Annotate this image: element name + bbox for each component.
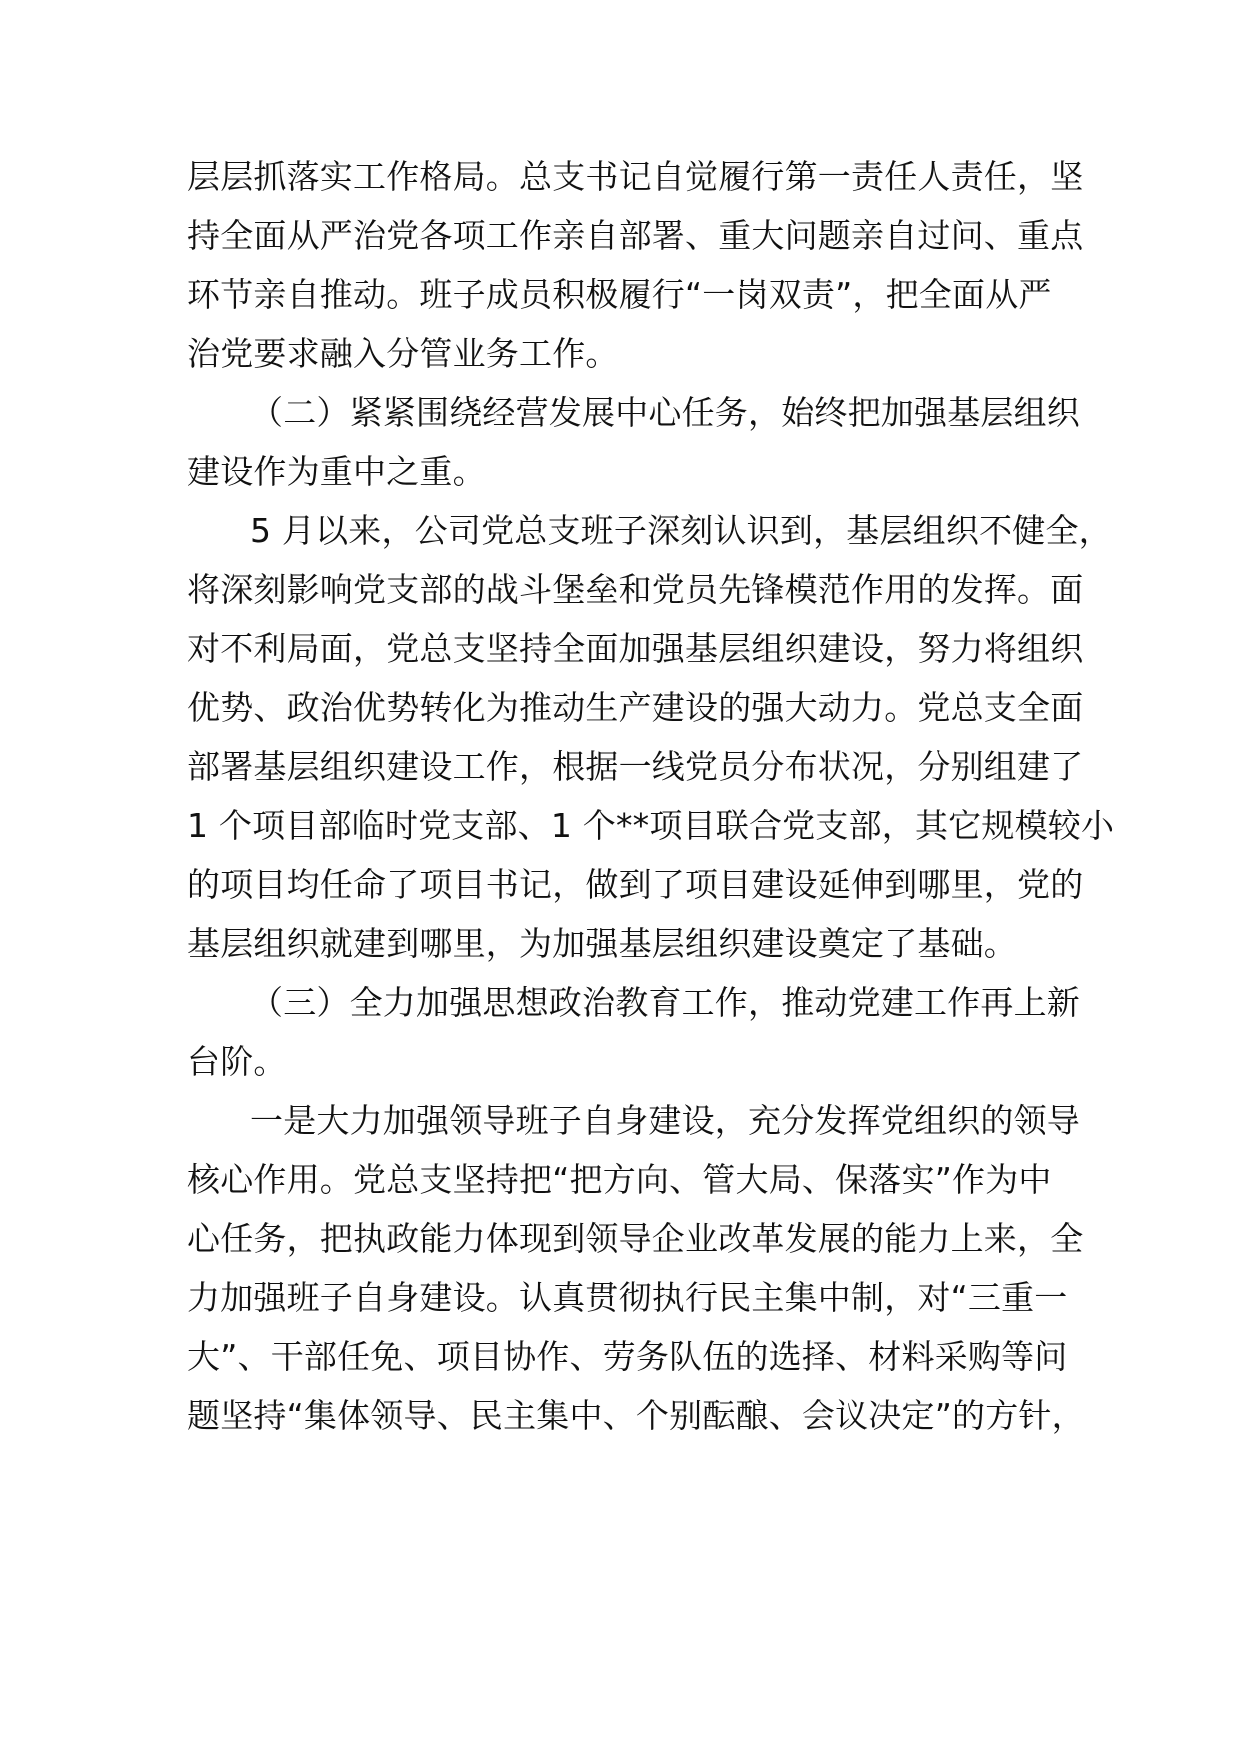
text-line: 1 个项目部临时党支部、1 个**项目联合党支部，其它规模较小 [187,806,1115,845]
paragraph-start: 5 月以来，公司党总支班子深刻认识到，基层组织不健全， [250,511,1112,550]
text-line: 环节亲自推动。班子成员积极履行“一岗双责”，把全面从严 [187,275,1052,314]
section-heading: （三）全力加强思想政治教育工作，推动党建工作再上新 [250,983,1080,1022]
text-line: 题坚持“集体领导、民主集中、个别酝酿、会议决定”的方针， [187,1396,1085,1435]
text-line: 基层组织就建到哪里，为加强基层组织建设奠定了基础。 [187,924,1017,963]
text-line: 优势、政治优势转化为推动生产建设的强大动力。党总支全面 [187,688,1084,727]
section-heading-continued: 建设作为重中之重。 [187,452,486,491]
text-line: 的项目均任命了项目书记，做到了项目建设延伸到哪里，党的 [187,865,1084,904]
text-line: 力加强班子自身建设。认真贯彻执行民主集中制，对“三重一 [187,1278,1068,1317]
text-line: 对不利局面，党总支坚持全面加强基层组织建设，努力将组织 [187,629,1084,668]
text-line: 部署基层组织建设工作，根据一线党员分布状况，分别组建了 [187,747,1084,786]
section-heading: （二）紧紧围绕经营发展中心任务，始终把加强基层组织 [250,393,1080,432]
text-line: 治党要求融入分管业务工作。 [187,334,619,373]
text-line: 层层抓落实工作格局。总支书记自觉履行第一责任人责任，坚 [187,157,1084,196]
text-line: 心任务，把执政能力体现到领导企业改革发展的能力上来，全 [187,1219,1084,1258]
section-heading-continued: 台阶。 [187,1042,287,1081]
text-line: 持全面从严治党各项工作亲自部署、重大问题亲自过问、重点 [187,216,1084,255]
paragraph-start: 一是大力加强领导班子自身建设，充分发挥党组织的领导 [250,1101,1080,1140]
text-line: 将深刻影响党支部的战斗堡垒和党员先锋模范作用的发挥。面 [187,570,1084,609]
text-line: 大”、干部任免、项目协作、劳务队伍的选择、材料采购等问 [187,1337,1068,1376]
text-line: 核心作用。党总支坚持把“把方向、管大局、保落实”作为中 [187,1160,1052,1199]
